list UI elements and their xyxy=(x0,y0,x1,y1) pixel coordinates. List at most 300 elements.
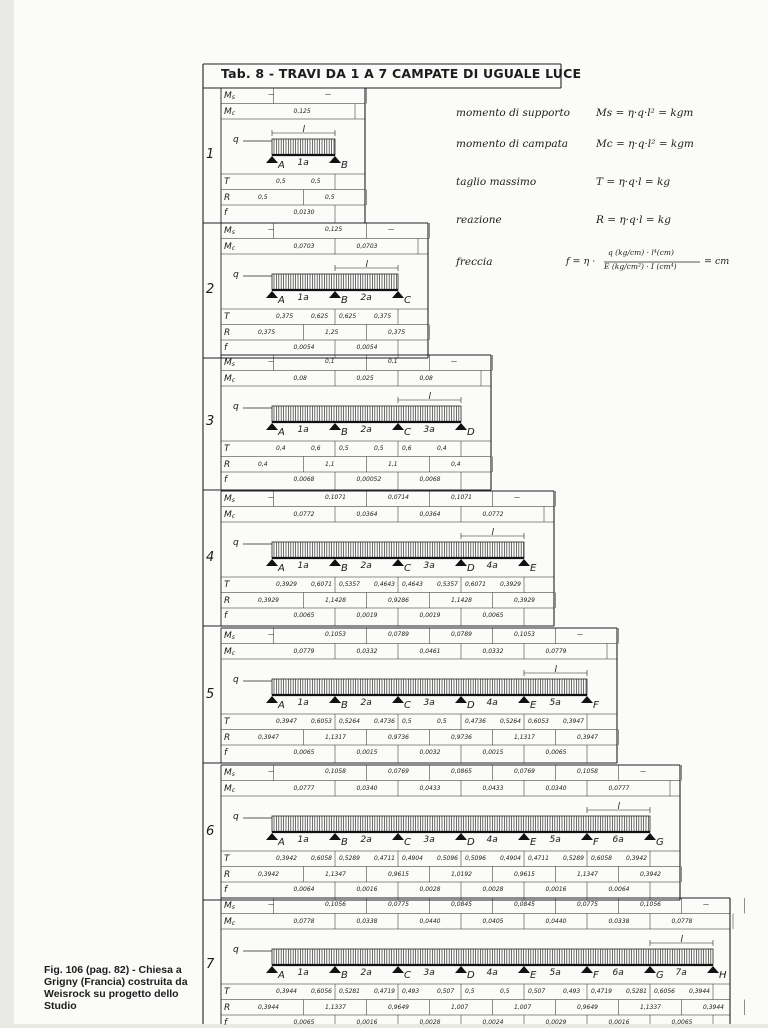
t-value: 0,5357 xyxy=(437,581,458,588)
row-label-r: R xyxy=(224,327,231,338)
support-triangle xyxy=(266,156,278,163)
ms-value: 0,1053 xyxy=(325,631,346,638)
span-label: 5a xyxy=(549,968,561,978)
row-label-ms: Ms xyxy=(224,901,235,911)
row-label-f: f xyxy=(224,748,228,758)
support-triangle xyxy=(455,423,467,430)
span-label: 3a xyxy=(423,835,435,845)
span-label: 7a xyxy=(675,968,687,978)
support-letter: D xyxy=(467,563,475,574)
support-letter: F xyxy=(593,700,599,711)
ms-value: 0,0789 xyxy=(451,631,472,638)
ms-value: — xyxy=(451,358,457,365)
ms-value: 0,1058 xyxy=(577,768,598,775)
load-label: q xyxy=(233,812,239,822)
support-triangle xyxy=(392,696,404,703)
beam-diagram xyxy=(266,406,467,430)
t-value: 0,5 xyxy=(276,178,286,185)
t-value: 0,493 xyxy=(563,988,581,995)
support-triangle xyxy=(266,696,278,703)
row-label-mc: Mc xyxy=(224,373,236,384)
ms-value: 0,0775 xyxy=(388,901,409,908)
span-length-label: l xyxy=(428,392,432,402)
beam-diagram xyxy=(266,949,719,973)
t-value: 0,5289 xyxy=(339,855,360,862)
f-value: 0,0068 xyxy=(419,476,441,483)
t-value: 0,5264 xyxy=(339,718,360,725)
support-triangle xyxy=(518,833,530,840)
formula-expression: T = η·q·l = kg xyxy=(596,176,671,188)
support-letter: A xyxy=(278,700,285,711)
row-label-r: R xyxy=(224,192,231,203)
f-value: 0,0054 xyxy=(293,344,315,351)
r-value: 1,007 xyxy=(451,1003,469,1011)
row-label-subscript: s xyxy=(231,361,235,368)
mc-value: 0,0440 xyxy=(419,917,441,925)
span-label: 1a xyxy=(297,835,309,845)
case-number: 1 xyxy=(206,146,215,162)
support-letter: B xyxy=(341,970,348,981)
load-label: q xyxy=(233,675,239,685)
r-value: 0,4 xyxy=(451,460,461,468)
t-value: 0,3944 xyxy=(689,988,710,995)
span-length-label: l xyxy=(302,125,306,135)
span-length-label: l xyxy=(491,528,495,538)
support-triangle xyxy=(581,833,593,840)
support-triangle xyxy=(266,423,278,430)
t-value: 0,5289 xyxy=(563,855,584,862)
r-value: 1,1347 xyxy=(325,870,346,878)
mc-value: 0,0332 xyxy=(482,647,504,655)
support-triangle xyxy=(392,291,404,298)
row-label-r: R xyxy=(224,595,231,606)
t-value: 0,4643 xyxy=(402,581,423,588)
load-label: q xyxy=(233,538,239,548)
span-label: 3a xyxy=(423,698,435,708)
r-value: 0,9286 xyxy=(388,596,409,604)
support-letter: A xyxy=(278,295,285,306)
row-label-f: f xyxy=(224,475,228,485)
span-label: 4a xyxy=(486,968,498,978)
mc-value: 0,0772 xyxy=(293,510,315,518)
support-letter: B xyxy=(341,563,348,574)
case-number: 5 xyxy=(206,686,215,702)
t-value: 0,5281 xyxy=(626,988,647,995)
ms-value: 0,1053 xyxy=(514,631,535,638)
load-label: q xyxy=(233,945,239,955)
support-triangle xyxy=(266,291,278,298)
r-value: 1,0192 xyxy=(451,870,472,878)
support-letter: A xyxy=(278,427,285,438)
t-value: 0,5 xyxy=(339,445,349,452)
support-triangle xyxy=(644,966,656,973)
mc-value: 0,0778 xyxy=(671,917,693,925)
t-value: 0,3929 xyxy=(276,581,297,588)
f-value: 0,0019 xyxy=(419,612,441,619)
support-triangle xyxy=(644,833,656,840)
ms-value: 0,125 xyxy=(325,226,343,233)
load-label: q xyxy=(233,270,239,280)
mc-value: 0,0364 xyxy=(419,510,441,518)
mc-value: 0,0461 xyxy=(419,647,441,655)
t-value: 0,4719 xyxy=(591,988,612,995)
f-value: 0,0032 xyxy=(419,749,441,756)
row-label-subscript: c xyxy=(231,919,236,927)
support-letter: B xyxy=(341,295,348,306)
ms-value: — xyxy=(268,494,274,501)
support-letter: A xyxy=(278,970,285,981)
t-value: 0,5096 xyxy=(465,855,486,862)
t-value: 0,5 xyxy=(500,988,510,995)
mc-value: 0,0338 xyxy=(356,917,378,925)
span-label: 6a xyxy=(612,968,624,978)
row-label-t: T xyxy=(224,854,230,864)
support-letter: E xyxy=(530,837,537,848)
row-label-subscript: s xyxy=(231,904,235,911)
beam-diagram xyxy=(266,139,341,163)
t-value: 0,6056 xyxy=(654,988,675,995)
ms-value: — xyxy=(514,494,520,501)
span-label: 3a xyxy=(423,425,435,435)
r-value: 1,1317 xyxy=(514,733,535,741)
ms-value: — xyxy=(268,768,274,775)
mc-value: 0,0364 xyxy=(356,510,378,518)
t-value: 0,3942 xyxy=(626,855,647,862)
t-value: 0,4711 xyxy=(528,855,549,862)
t-value: 0,5357 xyxy=(339,581,360,588)
span-label: 2a xyxy=(360,561,372,571)
ms-value: 0,1058 xyxy=(325,768,346,775)
support-letter: F xyxy=(593,970,599,981)
span-length-label: l xyxy=(554,665,558,675)
t-value: 0,375 xyxy=(374,313,392,320)
support-letter: C xyxy=(404,295,411,306)
t-value: 0,4719 xyxy=(374,988,395,995)
r-value: 0,9615 xyxy=(514,870,535,878)
support-triangle xyxy=(392,833,404,840)
support-letter: E xyxy=(530,700,537,711)
r-value: 1,1428 xyxy=(325,596,346,604)
row-label-r: R xyxy=(224,869,231,880)
span-label: 4a xyxy=(486,561,498,571)
t-value: 0,6071 xyxy=(311,581,332,588)
r-value: 0,3942 xyxy=(258,870,279,878)
beam-diagram xyxy=(266,679,593,703)
case-number: 4 xyxy=(206,549,215,565)
row-label-mc: Mc xyxy=(224,646,236,657)
beam-diagram xyxy=(266,274,404,298)
mc-value: 0,0778 xyxy=(293,917,315,925)
row-label-subscript: c xyxy=(231,786,236,794)
mc-value: 0,0338 xyxy=(608,917,630,925)
row-label-mc: Mc xyxy=(224,916,236,927)
support-letter: C xyxy=(404,970,411,981)
support-triangle xyxy=(518,966,530,973)
row-label-subscript: c xyxy=(231,109,236,117)
row-label-t: T xyxy=(224,177,230,187)
f-value: 0,0024 xyxy=(482,1019,504,1026)
ms-value: 0,1056 xyxy=(640,901,661,908)
ms-value: 0,0865 xyxy=(451,768,472,775)
f-value: 0,0016 xyxy=(356,886,378,893)
support-triangle xyxy=(581,696,593,703)
r-value: 0,9649 xyxy=(388,1003,409,1011)
support-triangle xyxy=(392,966,404,973)
span-label: 6a xyxy=(612,835,624,845)
mc-value: 0,025 xyxy=(356,374,374,382)
ms-value: — xyxy=(577,631,583,638)
r-value: 1,1317 xyxy=(325,733,346,741)
formula-expression: R = η·q·l = kg xyxy=(596,214,671,226)
t-value: 0,625 xyxy=(339,313,357,320)
t-value: 0,5 xyxy=(402,718,412,725)
mc-value: 0,0332 xyxy=(356,647,378,655)
row-label-subscript: s xyxy=(231,94,235,101)
support-letter: E xyxy=(530,970,537,981)
row-label-ms: Ms xyxy=(224,494,235,504)
row-label-ms: Ms xyxy=(224,358,235,368)
r-value: 1,25 xyxy=(325,328,339,336)
support-letter: E xyxy=(530,563,537,574)
table-title: Tab. 8 - TRAVI DA 1 A 7 CAMPATE DI UGUALE LUCE xyxy=(221,66,582,81)
t-value: 0,6058 xyxy=(591,855,612,862)
row-label-ms: Ms xyxy=(224,226,235,236)
row-label-r: R xyxy=(224,732,231,743)
span-length-label: l xyxy=(365,260,369,270)
support-triangle xyxy=(329,423,341,430)
formula-expression: Ms = η·q·l² = kgm xyxy=(596,107,694,119)
f-value: 0,0065 xyxy=(293,749,315,756)
ms-value: — xyxy=(325,91,331,98)
t-value: 0,4736 xyxy=(465,718,486,725)
mc-value: 0,0340 xyxy=(356,784,378,792)
f-value: 0,0028 xyxy=(419,1019,441,1026)
row-label-t: T xyxy=(224,312,230,322)
t-value: 0,507 xyxy=(528,988,546,995)
r-value: 1,1428 xyxy=(451,596,472,604)
r-value: 0,5 xyxy=(325,193,335,201)
row-label-f: f xyxy=(224,611,228,621)
t-value: 0,6058 xyxy=(311,855,332,862)
t-value: 0,6071 xyxy=(465,581,486,588)
ms-value: 0,0845 xyxy=(451,901,472,908)
support-triangle xyxy=(581,966,593,973)
ms-value: — xyxy=(268,91,274,98)
ms-value: 0,1071 xyxy=(451,494,472,501)
t-value: 0,375 xyxy=(276,313,294,320)
ms-value: — xyxy=(268,358,274,365)
span-label: 3a xyxy=(423,561,435,571)
mc-value: 0,0779 xyxy=(545,647,567,655)
support-triangle xyxy=(455,559,467,566)
span-label: 5a xyxy=(549,835,561,845)
formula-expression: Mc = η·q·l² = kgm xyxy=(596,138,694,150)
f-value: 0,0068 xyxy=(293,476,315,483)
ms-value: 0,0769 xyxy=(514,768,535,775)
t-value: 0,6 xyxy=(311,445,321,452)
row-label-mc: Mc xyxy=(224,241,236,252)
span-label: 1a xyxy=(297,698,309,708)
f-value: 0,0065 xyxy=(482,612,504,619)
support-triangle xyxy=(329,966,341,973)
row-label-mc: Mc xyxy=(224,106,236,117)
ms-value: 0,1 xyxy=(325,358,335,365)
mc-value: 0,0779 xyxy=(293,647,315,655)
support-triangle xyxy=(392,559,404,566)
ms-value: 0,0714 xyxy=(388,494,409,501)
support-letter: A xyxy=(278,160,285,171)
r-value: 0,3944 xyxy=(703,1003,724,1011)
f-value: 0,0064 xyxy=(608,886,630,893)
ms-value: 0,0769 xyxy=(388,768,409,775)
row-label-subscript: s xyxy=(231,229,235,236)
row-label-t: T xyxy=(224,580,230,590)
load-label: q xyxy=(233,402,239,412)
mc-value: 0,08 xyxy=(293,374,307,382)
case-number: 6 xyxy=(206,823,215,839)
r-value: 1,1337 xyxy=(325,1003,346,1011)
r-value: 1,1337 xyxy=(640,1003,661,1011)
span-length-label: l xyxy=(680,935,684,945)
t-value: 0,4 xyxy=(276,445,286,452)
span-label: 2a xyxy=(360,698,372,708)
mc-value: 0,0440 xyxy=(545,917,567,925)
mc-value: 0,0405 xyxy=(482,917,504,925)
t-value: 0,6053 xyxy=(311,718,332,725)
ms-value: 0,1071 xyxy=(325,494,346,501)
mc-value: 0,0703 xyxy=(293,242,315,250)
t-value: 0,5 xyxy=(465,988,475,995)
f-value: 0,0065 xyxy=(545,749,567,756)
row-label-ms: Ms xyxy=(224,768,235,778)
r-value: 0,9615 xyxy=(388,870,409,878)
f-value: 0,0064 xyxy=(293,886,315,893)
r-value: 0,3942 xyxy=(640,870,661,878)
figure-caption: Fig. 106 (pag. 82) - Chiesa a Grigny (Francia) costruita da Weisrock su progetto dello Studio xyxy=(44,964,188,1012)
row-label-f: f xyxy=(224,208,228,218)
span-label: 2a xyxy=(360,293,372,303)
support-triangle xyxy=(266,559,278,566)
t-value: 0,625 xyxy=(311,313,329,320)
row-label-f: f xyxy=(224,885,228,895)
row-label-t: T xyxy=(224,987,230,997)
support-triangle xyxy=(266,833,278,840)
row-label-mc: Mc xyxy=(224,783,236,794)
mc-value: 0,0703 xyxy=(356,242,378,250)
span-label: 2a xyxy=(360,968,372,978)
r-value: 1,007 xyxy=(514,1003,532,1011)
support-triangle xyxy=(329,696,341,703)
mc-value: 0,0777 xyxy=(608,784,630,792)
support-triangle xyxy=(455,833,467,840)
ms-value: — xyxy=(703,901,709,908)
t-value: 0,6056 xyxy=(311,988,332,995)
r-value: 0,9736 xyxy=(388,733,409,741)
t-value: 0,507 xyxy=(437,988,455,995)
support-triangle xyxy=(518,559,530,566)
load-label: q xyxy=(233,135,239,145)
span-label: 2a xyxy=(360,835,372,845)
r-value: 0,3929 xyxy=(514,596,535,604)
support-letter: G xyxy=(656,837,664,848)
f-value: 0,0015 xyxy=(356,749,378,756)
f-value: 0,0016 xyxy=(356,1019,378,1026)
support-letter: D xyxy=(467,970,475,981)
ms-value: 0,0775 xyxy=(577,901,598,908)
ms-value: 0,1 xyxy=(388,358,398,365)
t-value: 0,3947 xyxy=(563,718,584,725)
t-value: 0,3947 xyxy=(276,718,297,725)
r-value: 0,3947 xyxy=(258,733,279,741)
support-letter: C xyxy=(404,837,411,848)
support-letter: C xyxy=(404,563,411,574)
ms-value: 0,0789 xyxy=(388,631,409,638)
mc-value: 0,0433 xyxy=(482,784,504,792)
span-label: 1a xyxy=(297,561,309,571)
formula-rhs: = cm xyxy=(704,256,730,267)
formula-label: freccia xyxy=(456,256,493,268)
support-letter: B xyxy=(341,700,348,711)
row-label-r: R xyxy=(224,1002,231,1013)
span-label: 1a xyxy=(297,293,309,303)
f-value: 0,0015 xyxy=(482,749,504,756)
row-label-t: T xyxy=(224,444,230,454)
support-triangle xyxy=(392,423,404,430)
t-value: 0,6 xyxy=(402,445,412,452)
row-label-ms: Ms xyxy=(224,91,235,101)
f-value: 0,0016 xyxy=(545,886,567,893)
t-value: 0,493 xyxy=(402,988,420,995)
t-value: 0,5 xyxy=(311,178,321,185)
row-label-r: R xyxy=(224,459,231,470)
r-value: 1,1 xyxy=(388,460,398,468)
t-value: 0,4904 xyxy=(402,855,423,862)
t-value: 0,6053 xyxy=(528,718,549,725)
formula-label: taglio massimo xyxy=(456,176,537,188)
span-label: 1a xyxy=(297,968,309,978)
t-value: 0,5281 xyxy=(339,988,360,995)
row-label-subscript: c xyxy=(231,649,236,657)
span-label: 1a xyxy=(297,425,309,435)
r-value: 0,9736 xyxy=(451,733,472,741)
t-value: 0,4643 xyxy=(374,581,395,588)
t-value: 0,3944 xyxy=(276,988,297,995)
ms-value: — xyxy=(640,768,646,775)
row-label-subscript: c xyxy=(231,244,236,252)
support-letter: H xyxy=(719,970,727,981)
span-label: 5a xyxy=(549,698,561,708)
r-value: 0,5 xyxy=(258,193,268,201)
f-value: 0,0028 xyxy=(482,886,504,893)
f-value: 0,0019 xyxy=(356,612,378,619)
beam-diagram xyxy=(266,542,530,566)
support-letter: A xyxy=(278,837,285,848)
row-label-subscript: s xyxy=(231,634,235,641)
f-value: 0,0054 xyxy=(356,344,378,351)
formula-label: reazione xyxy=(456,214,502,226)
mc-value: 0,125 xyxy=(293,107,311,115)
mc-value: 0,08 xyxy=(419,374,433,382)
mc-value: 0,0340 xyxy=(545,784,567,792)
support-triangle xyxy=(455,966,467,973)
support-letter: D xyxy=(467,700,475,711)
support-triangle xyxy=(329,156,341,163)
support-letter: B xyxy=(341,427,348,438)
support-triangle xyxy=(707,966,719,973)
t-value: 0,4 xyxy=(437,445,447,452)
t-value: 0,4736 xyxy=(374,718,395,725)
support-letter: B xyxy=(341,837,348,848)
